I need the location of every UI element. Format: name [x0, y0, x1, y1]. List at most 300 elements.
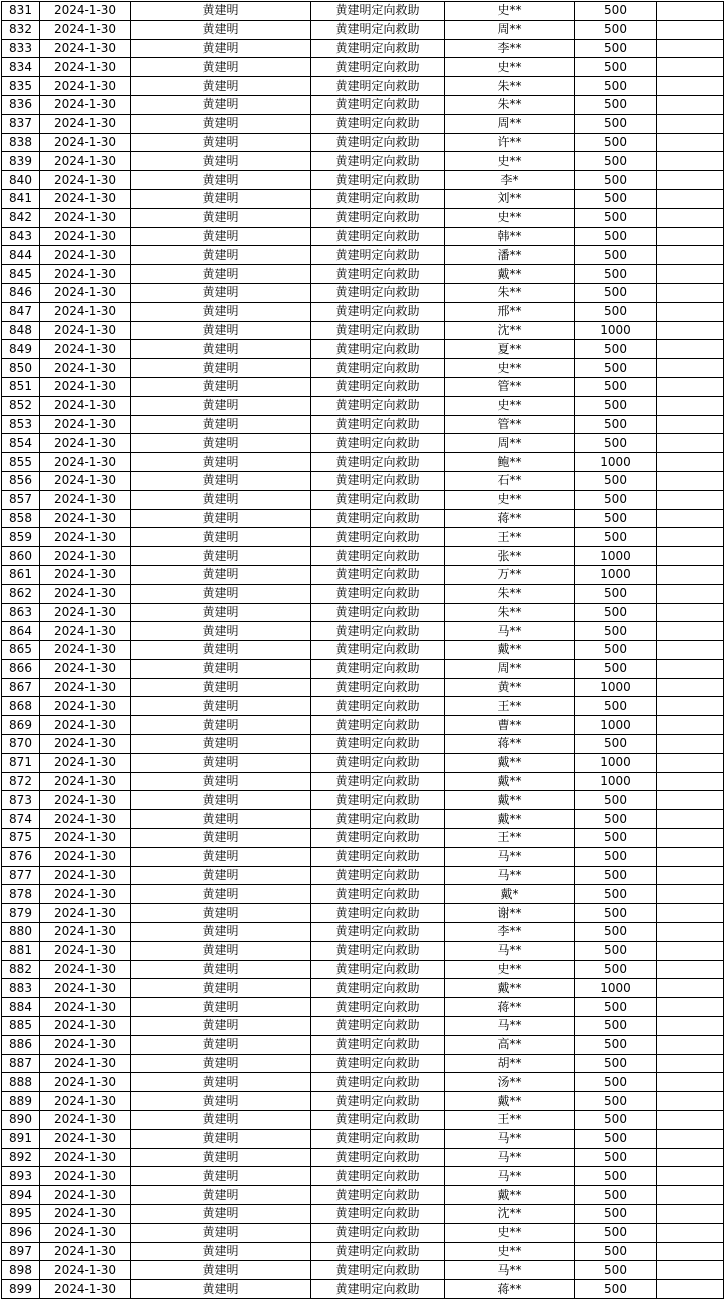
empty-cell — [657, 396, 724, 415]
row-number-cell: 865 — [2, 641, 40, 660]
amount-cell: 1000 — [575, 547, 657, 566]
recipient-cell: 王** — [445, 697, 575, 716]
row-number-cell: 892 — [2, 1148, 40, 1167]
project-cell: 黄建明定向救助 — [311, 265, 445, 284]
project-cell: 黄建明定向救助 — [311, 659, 445, 678]
recipient-cell: 史** — [445, 490, 575, 509]
recipient-cell: 史** — [445, 396, 575, 415]
project-cell: 黄建明定向救助 — [311, 2, 445, 21]
empty-cell — [657, 321, 724, 340]
table-row — [2, 1035, 724, 1054]
row-number-cell: 857 — [2, 490, 40, 509]
table-row — [2, 1092, 724, 1111]
row-number-cell: 884 — [2, 998, 40, 1017]
date-cell: 2024-1-30 — [40, 829, 131, 848]
empty-cell — [657, 772, 724, 791]
empty-cell — [657, 1073, 724, 1092]
donor-cell: 黄建明 — [131, 810, 311, 829]
amount-cell: 500 — [575, 1054, 657, 1073]
row-number-cell: 891 — [2, 1129, 40, 1148]
empty-cell — [657, 716, 724, 735]
donor-cell: 黄建明 — [131, 189, 311, 208]
empty-cell — [657, 1111, 724, 1130]
ledger-body — [2, 2, 724, 1299]
amount-cell: 500 — [575, 735, 657, 754]
project-cell: 黄建明定向救助 — [311, 434, 445, 453]
table-row — [2, 453, 724, 472]
date-cell: 2024-1-30 — [40, 434, 131, 453]
project-cell: 黄建明定向救助 — [311, 77, 445, 96]
donor-cell: 黄建明 — [131, 471, 311, 490]
empty-cell — [657, 565, 724, 584]
amount-cell: 500 — [575, 998, 657, 1017]
amount-cell: 1000 — [575, 753, 657, 772]
row-number-cell: 838 — [2, 133, 40, 152]
amount-cell: 500 — [575, 866, 657, 885]
date-cell: 2024-1-30 — [40, 490, 131, 509]
recipient-cell: 史** — [445, 359, 575, 378]
row-number-cell: 872 — [2, 772, 40, 791]
amount-cell: 500 — [575, 152, 657, 171]
empty-cell — [657, 923, 724, 942]
donor-cell: 黄建明 — [131, 641, 311, 660]
date-cell: 2024-1-30 — [40, 1205, 131, 1224]
amount-cell: 500 — [575, 847, 657, 866]
project-cell: 黄建明定向救助 — [311, 885, 445, 904]
row-number-cell: 870 — [2, 735, 40, 754]
table-row — [2, 490, 724, 509]
amount-cell: 500 — [575, 1261, 657, 1280]
empty-cell — [657, 377, 724, 396]
donor-cell: 黄建明 — [131, 697, 311, 716]
row-number-cell: 834 — [2, 58, 40, 77]
empty-cell — [657, 246, 724, 265]
project-cell: 黄建明定向救助 — [311, 471, 445, 490]
recipient-cell: 周** — [445, 20, 575, 39]
row-number-cell: 841 — [2, 189, 40, 208]
donor-cell: 黄建明 — [131, 208, 311, 227]
row-number-cell: 859 — [2, 528, 40, 547]
date-cell: 2024-1-30 — [40, 791, 131, 810]
recipient-cell: 史** — [445, 1223, 575, 1242]
donor-cell: 黄建明 — [131, 434, 311, 453]
project-cell: 黄建明定向救助 — [311, 791, 445, 810]
row-number-cell: 879 — [2, 904, 40, 923]
project-cell: 黄建明定向救助 — [311, 133, 445, 152]
date-cell: 2024-1-30 — [40, 58, 131, 77]
date-cell: 2024-1-30 — [40, 866, 131, 885]
project-cell: 黄建明定向救助 — [311, 453, 445, 472]
recipient-cell: 戴** — [445, 641, 575, 660]
recipient-cell: 朱** — [445, 95, 575, 114]
recipient-cell: 王** — [445, 1111, 575, 1130]
recipient-cell: 朱** — [445, 584, 575, 603]
date-cell: 2024-1-30 — [40, 641, 131, 660]
project-cell: 黄建明定向救助 — [311, 359, 445, 378]
donor-cell: 黄建明 — [131, 1092, 311, 1111]
donor-cell: 黄建明 — [131, 133, 311, 152]
table-row — [2, 847, 724, 866]
table-row — [2, 641, 724, 660]
row-number-cell: 866 — [2, 659, 40, 678]
project-cell: 黄建明定向救助 — [311, 772, 445, 791]
row-number-cell: 843 — [2, 227, 40, 246]
amount-cell: 1000 — [575, 716, 657, 735]
table-row — [2, 998, 724, 1017]
donor-cell: 黄建明 — [131, 716, 311, 735]
empty-cell — [657, 509, 724, 528]
date-cell: 2024-1-30 — [40, 1261, 131, 1280]
row-number-cell: 889 — [2, 1092, 40, 1111]
empty-cell — [657, 622, 724, 641]
amount-cell: 500 — [575, 1205, 657, 1224]
row-number-cell: 880 — [2, 923, 40, 942]
amount-cell: 1000 — [575, 565, 657, 584]
row-number-cell: 871 — [2, 753, 40, 772]
table-row — [2, 528, 724, 547]
date-cell: 2024-1-30 — [40, 1092, 131, 1111]
recipient-cell: 周** — [445, 659, 575, 678]
project-cell: 黄建明定向救助 — [311, 1223, 445, 1242]
date-cell: 2024-1-30 — [40, 1017, 131, 1036]
project-cell: 黄建明定向救助 — [311, 603, 445, 622]
date-cell: 2024-1-30 — [40, 396, 131, 415]
empty-cell — [657, 735, 724, 754]
date-cell: 2024-1-30 — [40, 810, 131, 829]
recipient-cell: 李** — [445, 39, 575, 58]
donor-cell: 黄建明 — [131, 547, 311, 566]
amount-cell: 500 — [575, 415, 657, 434]
project-cell: 黄建明定向救助 — [311, 1054, 445, 1073]
amount-cell: 500 — [575, 1280, 657, 1299]
donor-cell: 黄建明 — [131, 152, 311, 171]
amount-cell: 500 — [575, 829, 657, 848]
table-row — [2, 622, 724, 641]
donor-cell: 黄建明 — [131, 1242, 311, 1261]
donor-cell: 黄建明 — [131, 283, 311, 302]
recipient-cell: 马** — [445, 622, 575, 641]
empty-cell — [657, 20, 724, 39]
recipient-cell: 史** — [445, 208, 575, 227]
table-row — [2, 39, 724, 58]
amount-cell: 500 — [575, 791, 657, 810]
date-cell: 2024-1-30 — [40, 697, 131, 716]
row-number-cell: 867 — [2, 678, 40, 697]
row-number-cell: 846 — [2, 283, 40, 302]
amount-cell: 500 — [575, 885, 657, 904]
empty-cell — [657, 39, 724, 58]
table-row — [2, 265, 724, 284]
recipient-cell: 朱** — [445, 77, 575, 96]
empty-cell — [657, 114, 724, 133]
donor-cell: 黄建明 — [131, 1280, 311, 1299]
row-number-cell: 861 — [2, 565, 40, 584]
project-cell: 黄建明定向救助 — [311, 565, 445, 584]
donor-cell: 黄建明 — [131, 885, 311, 904]
row-number-cell: 887 — [2, 1054, 40, 1073]
table-row — [2, 1167, 724, 1186]
donor-cell: 黄建明 — [131, 1054, 311, 1073]
project-cell: 黄建明定向救助 — [311, 678, 445, 697]
date-cell: 2024-1-30 — [40, 735, 131, 754]
table-row — [2, 359, 724, 378]
project-cell: 黄建明定向救助 — [311, 189, 445, 208]
donor-cell: 黄建明 — [131, 453, 311, 472]
donor-cell: 黄建明 — [131, 302, 311, 321]
donor-cell: 黄建明 — [131, 904, 311, 923]
project-cell: 黄建明定向救助 — [311, 941, 445, 960]
row-number-cell: 893 — [2, 1167, 40, 1186]
project-cell: 黄建明定向救助 — [311, 1111, 445, 1130]
donor-cell: 黄建明 — [131, 1167, 311, 1186]
empty-cell — [657, 133, 724, 152]
amount-cell: 500 — [575, 265, 657, 284]
amount-cell: 1000 — [575, 321, 657, 340]
table-row — [2, 547, 724, 566]
donor-cell: 黄建明 — [131, 1111, 311, 1130]
row-number-cell: 853 — [2, 415, 40, 434]
recipient-cell: 周** — [445, 114, 575, 133]
donor-cell: 黄建明 — [131, 791, 311, 810]
empty-cell — [657, 810, 724, 829]
table-row — [2, 1242, 724, 1261]
empty-cell — [657, 1186, 724, 1205]
amount-cell: 500 — [575, 246, 657, 265]
date-cell: 2024-1-30 — [40, 998, 131, 1017]
date-cell: 2024-1-30 — [40, 133, 131, 152]
project-cell: 黄建明定向救助 — [311, 340, 445, 359]
date-cell: 2024-1-30 — [40, 1242, 131, 1261]
table-row — [2, 1073, 724, 1092]
row-number-cell: 877 — [2, 866, 40, 885]
date-cell: 2024-1-30 — [40, 2, 131, 21]
amount-cell: 1000 — [575, 979, 657, 998]
project-cell: 黄建明定向救助 — [311, 584, 445, 603]
project-cell: 黄建明定向救助 — [311, 283, 445, 302]
project-cell: 黄建明定向救助 — [311, 1035, 445, 1054]
table-row — [2, 246, 724, 265]
row-number-cell: 844 — [2, 246, 40, 265]
project-cell: 黄建明定向救助 — [311, 415, 445, 434]
amount-cell: 500 — [575, 1073, 657, 1092]
donor-cell: 黄建明 — [131, 941, 311, 960]
date-cell: 2024-1-30 — [40, 941, 131, 960]
amount-cell: 500 — [575, 95, 657, 114]
donor-cell: 黄建明 — [131, 509, 311, 528]
amount-cell: 500 — [575, 471, 657, 490]
date-cell: 2024-1-30 — [40, 753, 131, 772]
empty-cell — [657, 340, 724, 359]
table-row — [2, 735, 724, 754]
project-cell: 黄建明定向救助 — [311, 171, 445, 190]
empty-cell — [657, 641, 724, 660]
empty-cell — [657, 753, 724, 772]
row-number-cell: 860 — [2, 547, 40, 566]
row-number-cell: 858 — [2, 509, 40, 528]
empty-cell — [657, 1261, 724, 1280]
amount-cell: 500 — [575, 302, 657, 321]
date-cell: 2024-1-30 — [40, 340, 131, 359]
row-number-cell: 882 — [2, 960, 40, 979]
empty-cell — [657, 208, 724, 227]
project-cell: 黄建明定向救助 — [311, 1092, 445, 1111]
project-cell: 黄建明定向救助 — [311, 1261, 445, 1280]
table-row — [2, 1017, 724, 1036]
recipient-cell: 高** — [445, 1035, 575, 1054]
table-row — [2, 471, 724, 490]
date-cell: 2024-1-30 — [40, 453, 131, 472]
row-number-cell: 899 — [2, 1280, 40, 1299]
project-cell: 黄建明定向救助 — [311, 866, 445, 885]
recipient-cell: 夏** — [445, 340, 575, 359]
table-row — [2, 960, 724, 979]
donor-cell: 黄建明 — [131, 866, 311, 885]
row-number-cell: 874 — [2, 810, 40, 829]
row-number-cell: 894 — [2, 1186, 40, 1205]
donor-cell: 黄建明 — [131, 753, 311, 772]
recipient-cell: 蒋** — [445, 509, 575, 528]
date-cell: 2024-1-30 — [40, 1167, 131, 1186]
project-cell: 黄建明定向救助 — [311, 39, 445, 58]
recipient-cell: 韩** — [445, 227, 575, 246]
date-cell: 2024-1-30 — [40, 885, 131, 904]
donor-cell: 黄建明 — [131, 1261, 311, 1280]
recipient-cell: 戴** — [445, 1092, 575, 1111]
empty-cell — [657, 415, 724, 434]
date-cell: 2024-1-30 — [40, 189, 131, 208]
empty-cell — [657, 603, 724, 622]
project-cell: 黄建明定向救助 — [311, 509, 445, 528]
date-cell: 2024-1-30 — [40, 20, 131, 39]
table-row — [2, 114, 724, 133]
recipient-cell: 朱** — [445, 603, 575, 622]
amount-cell: 500 — [575, 377, 657, 396]
empty-cell — [657, 904, 724, 923]
project-cell: 黄建明定向救助 — [311, 998, 445, 1017]
table-row — [2, 208, 724, 227]
table-row — [2, 904, 724, 923]
project-cell: 黄建明定向救助 — [311, 1186, 445, 1205]
table-row — [2, 772, 724, 791]
table-row — [2, 152, 724, 171]
donor-cell: 黄建明 — [131, 1186, 311, 1205]
empty-cell — [657, 697, 724, 716]
row-number-cell: 896 — [2, 1223, 40, 1242]
date-cell: 2024-1-30 — [40, 979, 131, 998]
date-cell: 2024-1-30 — [40, 302, 131, 321]
amount-cell: 500 — [575, 1148, 657, 1167]
recipient-cell: 曹** — [445, 716, 575, 735]
recipient-cell: 马** — [445, 941, 575, 960]
empty-cell — [657, 1242, 724, 1261]
amount-cell: 500 — [575, 58, 657, 77]
empty-cell — [657, 1017, 724, 1036]
project-cell: 黄建明定向救助 — [311, 1280, 445, 1299]
recipient-cell: 马** — [445, 1129, 575, 1148]
recipient-cell: 史** — [445, 2, 575, 21]
empty-cell — [657, 77, 724, 96]
project-cell: 黄建明定向救助 — [311, 547, 445, 566]
table-row — [2, 20, 724, 39]
donor-cell: 黄建明 — [131, 415, 311, 434]
date-cell: 2024-1-30 — [40, 528, 131, 547]
row-number-cell: 849 — [2, 340, 40, 359]
amount-cell: 1000 — [575, 678, 657, 697]
date-cell: 2024-1-30 — [40, 77, 131, 96]
recipient-cell: 马** — [445, 1148, 575, 1167]
project-cell: 黄建明定向救助 — [311, 753, 445, 772]
donor-cell: 黄建明 — [131, 171, 311, 190]
recipient-cell: 戴** — [445, 1186, 575, 1205]
empty-cell — [657, 847, 724, 866]
amount-cell: 500 — [575, 1129, 657, 1148]
amount-cell: 500 — [575, 20, 657, 39]
recipient-cell: 万** — [445, 565, 575, 584]
date-cell: 2024-1-30 — [40, 772, 131, 791]
amount-cell: 500 — [575, 2, 657, 21]
empty-cell — [657, 829, 724, 848]
recipient-cell: 李** — [445, 923, 575, 942]
date-cell: 2024-1-30 — [40, 152, 131, 171]
donor-cell: 黄建明 — [131, 1223, 311, 1242]
donor-cell: 黄建明 — [131, 39, 311, 58]
date-cell: 2024-1-30 — [40, 171, 131, 190]
amount-cell: 500 — [575, 396, 657, 415]
date-cell: 2024-1-30 — [40, 1223, 131, 1242]
date-cell: 2024-1-30 — [40, 321, 131, 340]
date-cell: 2024-1-30 — [40, 1186, 131, 1205]
project-cell: 黄建明定向救助 — [311, 1167, 445, 1186]
row-number-cell: 881 — [2, 941, 40, 960]
donor-cell: 黄建明 — [131, 359, 311, 378]
date-cell: 2024-1-30 — [40, 246, 131, 265]
amount-cell: 500 — [575, 941, 657, 960]
recipient-cell: 蒋** — [445, 735, 575, 754]
donor-cell: 黄建明 — [131, 772, 311, 791]
table-row — [2, 189, 724, 208]
empty-cell — [657, 227, 724, 246]
recipient-cell: 李* — [445, 171, 575, 190]
empty-cell — [657, 584, 724, 603]
amount-cell: 500 — [575, 1092, 657, 1111]
table-row — [2, 283, 724, 302]
table-row — [2, 227, 724, 246]
recipient-cell: 蒋** — [445, 998, 575, 1017]
project-cell: 黄建明定向救助 — [311, 246, 445, 265]
project-cell: 黄建明定向救助 — [311, 904, 445, 923]
table-row — [2, 659, 724, 678]
date-cell: 2024-1-30 — [40, 847, 131, 866]
table-row — [2, 302, 724, 321]
empty-cell — [657, 941, 724, 960]
table-row — [2, 866, 724, 885]
table-row — [2, 923, 724, 942]
row-number-cell: 897 — [2, 1242, 40, 1261]
row-number-cell: 837 — [2, 114, 40, 133]
amount-cell: 500 — [575, 641, 657, 660]
table-row — [2, 1280, 724, 1299]
donor-cell: 黄建明 — [131, 377, 311, 396]
donor-cell: 黄建明 — [131, 321, 311, 340]
empty-cell — [657, 2, 724, 21]
donor-cell: 黄建明 — [131, 490, 311, 509]
date-cell: 2024-1-30 — [40, 471, 131, 490]
project-cell: 黄建明定向救助 — [311, 697, 445, 716]
row-number-cell: 836 — [2, 95, 40, 114]
empty-cell — [657, 453, 724, 472]
table-row — [2, 1205, 724, 1224]
table-row — [2, 434, 724, 453]
